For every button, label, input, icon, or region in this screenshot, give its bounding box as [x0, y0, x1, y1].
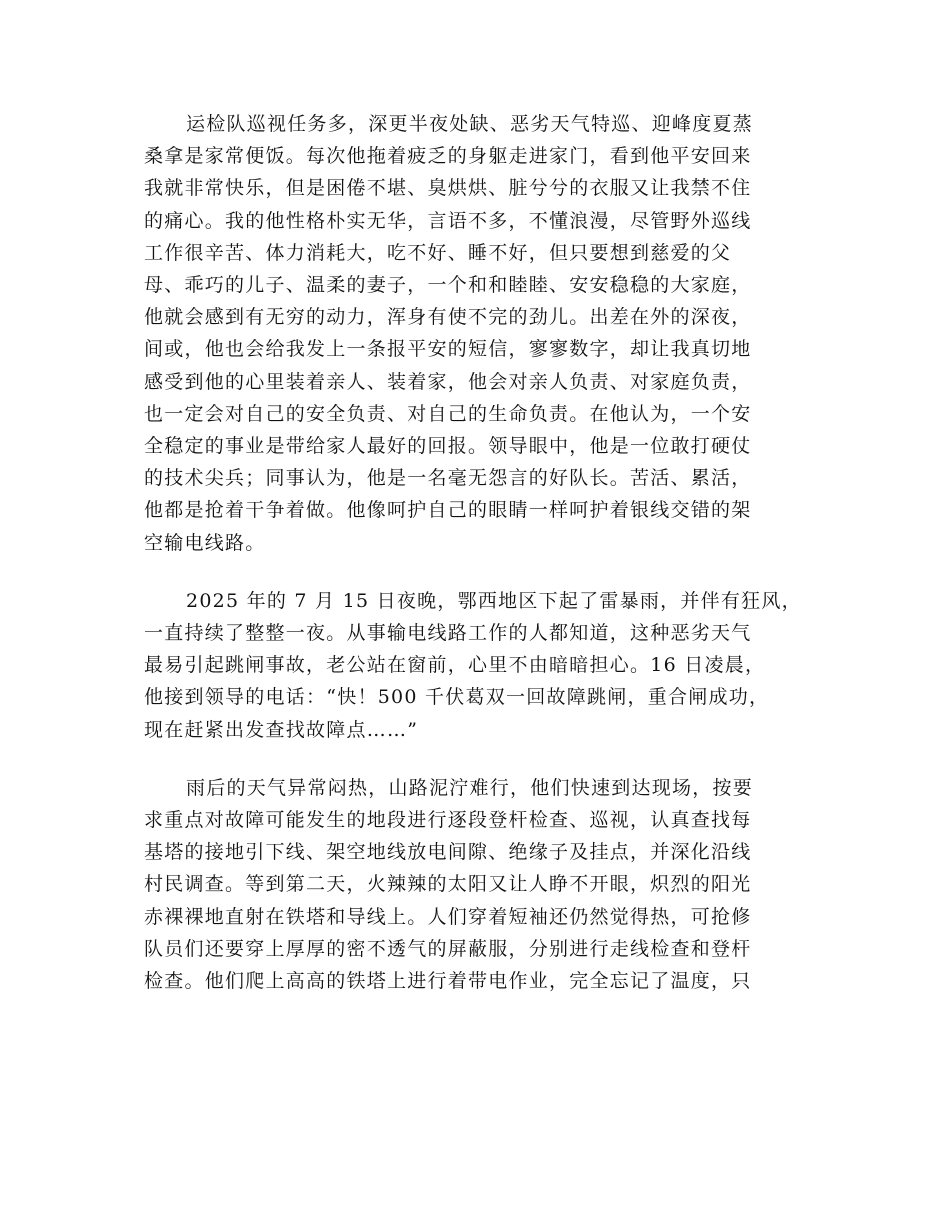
- text-line: 他就会感到有无穷的动力，浑身有使不完的劲儿。出差在外的深夜，: [144, 306, 752, 329]
- text-line: 雨后的天气异常闷热，山路泥泞难行，他们快速到达现场，按要: [186, 776, 754, 799]
- paragraph-2: [144, 585, 800, 746]
- text-line: 求重点对故障可能发生的地段进行逐段登杆检查、巡视，认真查找每: [144, 809, 752, 832]
- text-line: 感受到他的心里装着亲人、装着家，他会对亲人负责、对家庭负责，: [144, 370, 752, 393]
- text-line: 2025 年的 7 月 15 日夜晚，鄂西地区下起了雷暴雨，并伴有狂风，: [186, 589, 802, 612]
- text-line: 空输电线路。: [144, 531, 266, 554]
- text-line: 间或，他也会给我发上一条报平安的短信，寥寥数字，却让我真切地: [144, 338, 752, 361]
- text-line: 的技术尖兵；同事认为，他是一名毫无怨言的好队长。苦活、累活，: [144, 467, 752, 490]
- paragraph-1: [144, 108, 800, 559]
- text-line: 检查。他们爬上高高的铁塔上进行着带电作业，完全忘记了温度，只: [144, 970, 752, 993]
- text-line: 基塔的接地引下线、架空地线放电间隙、绝缘子及挂点，并深化沿线: [144, 841, 752, 864]
- text-line: 他都是抢着干争着做。他像呵护自己的眼睛一样呵护着银线交错的架: [144, 499, 752, 522]
- text-line: 桑拿是家常便饭。每次他拖着疲乏的身躯走进家门，看到他平安回来: [144, 145, 752, 168]
- text-line: 运检队巡视任务多，深更半夜处缺、恶劣天气特巡、迎峰度夏蒸: [186, 113, 754, 135]
- text-line: 最易引起跳闸事故，老公站在窗前，心里不由暗暗担心。16 日凌晨，: [144, 654, 766, 677]
- text-line: 全稳定的事业是带给家人最好的回报。领导眼中，他是一位敢打硬仗: [144, 435, 752, 458]
- text-line: 也一定会对自己的安全负责、对自己的生命负责。在他认为，一个安: [144, 402, 752, 425]
- text-line: 工作很辛苦、体力消耗大，吃不好、睡不好，但只要想到慈爱的父: [144, 241, 732, 264]
- text-line: 他接到领导的电话：“快！500 千伏葛双一回故障跳闸，重合闸成功，: [144, 686, 770, 709]
- text-line: 一直持续了整整一夜。从事输电线路工作的人都知道，这种恶劣天气: [144, 622, 752, 645]
- paragraph-3: [144, 772, 800, 997]
- text-line: 村民调查。等到第二天，火辣辣的太阳又让人睁不开眼，炽烈的阳光: [144, 873, 752, 896]
- text-line: 母、乖巧的儿子、温柔的妻子，一个和和睦睦、安安稳稳的大家庭，: [144, 274, 752, 297]
- text-line: 队员们还要穿上厚厚的密不透气的屏蔽服，分别进行走线检查和登杆: [144, 937, 752, 960]
- text-line: 的痛心。我的他性格朴实无华，言语不多，不懂浪漫，尽管野外巡线: [144, 209, 752, 232]
- document-body: [144, 108, 800, 1023]
- text-line: 赤裸裸地直射在铁塔和导线上。人们穿着短袖还仍然觉得热，可抢修: [144, 905, 752, 928]
- text-line: 我就非常快乐，但是困倦不堪、臭烘烘、脏兮兮的衣服又让我禁不住: [144, 177, 752, 200]
- text-line: 现在赶紧出发查找故障点……”: [144, 718, 419, 741]
